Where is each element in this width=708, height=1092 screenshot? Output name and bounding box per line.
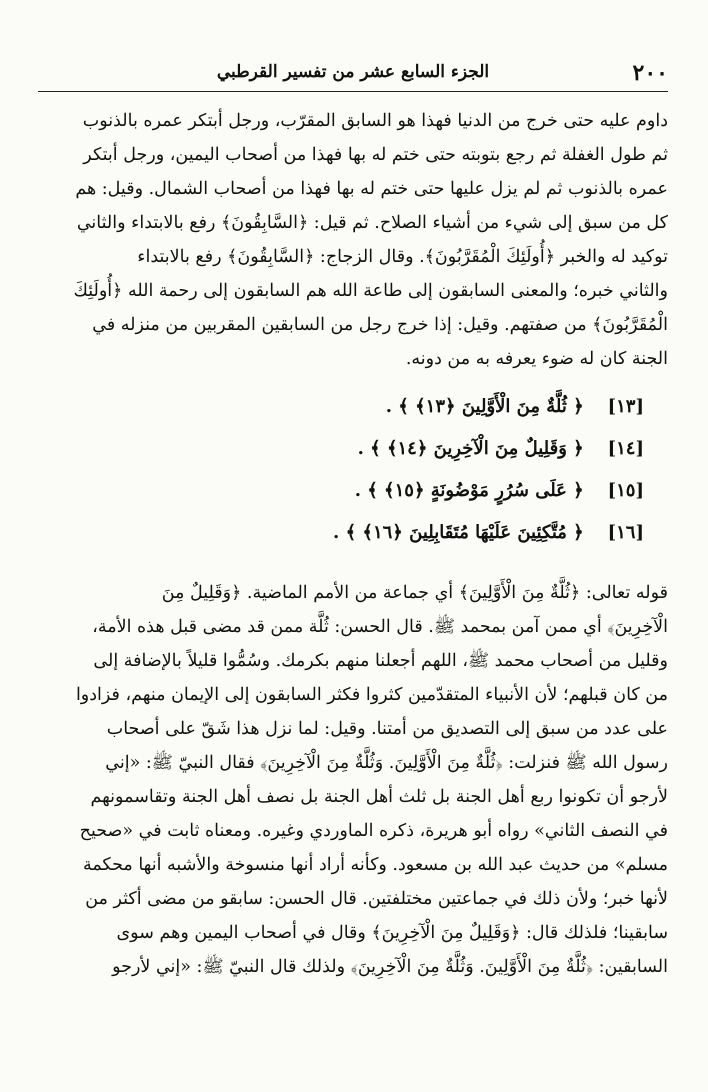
verse-number: [١٥] <box>607 480 644 501</box>
verse-15 <box>38 470 644 512</box>
text-line: مسلم» من حديث عبد الله بن مسعود. وكأنه أراد أنها منسوخة والأشبه أنها محكمة <box>82 855 668 875</box>
text-line: لأرجو أن تكونوا ربع أهل الجنة بل ثلث أهل الجنة بل نصف أهل الجنة وتقاسمونهم <box>90 787 668 807</box>
text-line: رسول الله ﷺ فنزلت: ﴿ثُلَّةٌ مِنَ الْأَوَّلِينَ. وَثُلَّةٌ مِنَ الْآخِرِينَ﴾ فقال النبيّ ﷺ: «إني <box>105 753 668 773</box>
page-body <box>38 104 668 984</box>
running-title: الجزء السابع عشر من تفسير القرطبي <box>216 62 490 82</box>
verse-text: ﴿ وَقَلِيلٌ مِنَ الْآخِرِينَ ﴿١٤﴾ ﴾ . <box>357 438 584 459</box>
page-header <box>38 58 668 92</box>
text-line: من كان قبلهم؛ لأن الأنبياء المتقدّمين كثروا فكثر السابقون إلى الإيمان منهم، فزادوا <box>75 685 668 705</box>
verse-number: [١٣] <box>607 396 644 417</box>
verse-number: [١٦] <box>607 522 644 543</box>
verse-text: ﴿ ثُلَّةٌ مِنَ الْأَوَّلِينَ ﴿١٣﴾ ﴾ . <box>385 396 584 417</box>
text-line: في النصف الثاني» رواه أبو هريرة، ذكره الماوردي وغيره. ومعناه ثابت في «صحيح <box>79 821 668 841</box>
text-line: ثم طول الغفلة ثم رجع بتوبته حتى ختم له بها فهذا من أصحاب اليمين، ورجل أبتكر <box>83 145 668 165</box>
text-line: عمره بالذنوب ثم لم يزل عليها حتى ختم له بها فهذا من أصحاب الشمال. وقيل: هم <box>75 179 668 199</box>
verse-text: ﴿ عَلَى سُرُرٍ مَوْضُونَةٍ ﴿١٥﴾ ﴾ . <box>354 480 584 501</box>
page-number: ٢٠٠ <box>632 60 668 86</box>
text-line: والثاني خبره؛ والمعنى السابقون إلى طاعة الله هم السابقون إلى رحمة الله ﴿أُولَئِكَ <box>73 281 668 301</box>
header-divider <box>38 91 668 92</box>
quran-verses <box>38 386 668 554</box>
text-line: على عدد من سبق إلى التصديق من أمتنا. وقيل: لما نزل هذا شَقّ على أصحاب <box>106 719 668 739</box>
text-line: كل من سبق إلى شيء من أشياء الصلاح. ثم قيل: ﴿السَّابِقُونَ﴾ رفع بالابتداء والثاني <box>76 213 668 233</box>
verse-13 <box>38 386 644 428</box>
text-line: الْآخِرِينَ﴾ أي ممن آمن بمحمد ﷺ. قال الحسن: ثُلَّة ممن قد مضى قبل هذه الأمة، <box>92 617 668 637</box>
text-line: سابقينا؛ فلذلك قال: ﴿وَقَلِيلٌ مِنَ الْآخِرِينَ﴾ وقال في أصحاب اليمين وهم سوى <box>116 923 668 943</box>
text-line: الجنة كان له ضوء يعرفه به من دونه. <box>405 349 668 369</box>
verse-16 <box>38 512 644 554</box>
text-line: وقليل من أصحاب محمد ﷺ، اللهم أجعلنا منهم بكرمك. وسُمُّوا قليلاً بالإضافة إلى <box>93 651 668 671</box>
verse-number: [١٤] <box>607 438 644 459</box>
text-line: السابقين: ﴿ثُلَّةٌ مِنَ الْأَوَّلِينَ. وَثُلَّةٌ مِنَ الْآخِرِينَ﴾ ولذلك قال النبيّ ﷺ: «إني لأرجو <box>112 957 668 977</box>
verse-text: ﴿ مُتَّكِئِينَ عَلَيْهَا مُتَقَابِلِينَ ﴿١٦﴾ ﴾ . <box>333 522 584 543</box>
paragraph-2 <box>38 576 668 984</box>
verse-14 <box>38 428 644 470</box>
text-line: قوله تعالى: ﴿ثُلَّةٌ مِنَ الْأَوَّلِينَ﴾ أي جماعة من الأمم الماضية. ﴿وَقَلِيلٌ مِنَ <box>161 583 668 603</box>
text-line: الْمُقَرَّبُونَ﴾ من صفتهم. وقيل: إذا خرج رجل من السابقين المقربين من منزله في <box>92 315 668 335</box>
text-line: توكيد له والخبر ﴿أُولَئِكَ الْمُقَرَّبُونَ﴾. وقال الزجاج: ﴿السَّابِقُونَ﴾ رفع بالابتداء <box>137 247 668 267</box>
text-line: لأنها خبر؛ ولأن ذلك في جماعتين مختلفتين. قال الحسن: سابقو من مضى أكثر من <box>85 889 668 909</box>
text-line: داوم عليه حتى خرج من الدنيا فهذا هو السابق المقرّب، ورجل أبتكر عمره بالذنوب <box>82 111 668 131</box>
paragraph-1 <box>38 104 668 376</box>
